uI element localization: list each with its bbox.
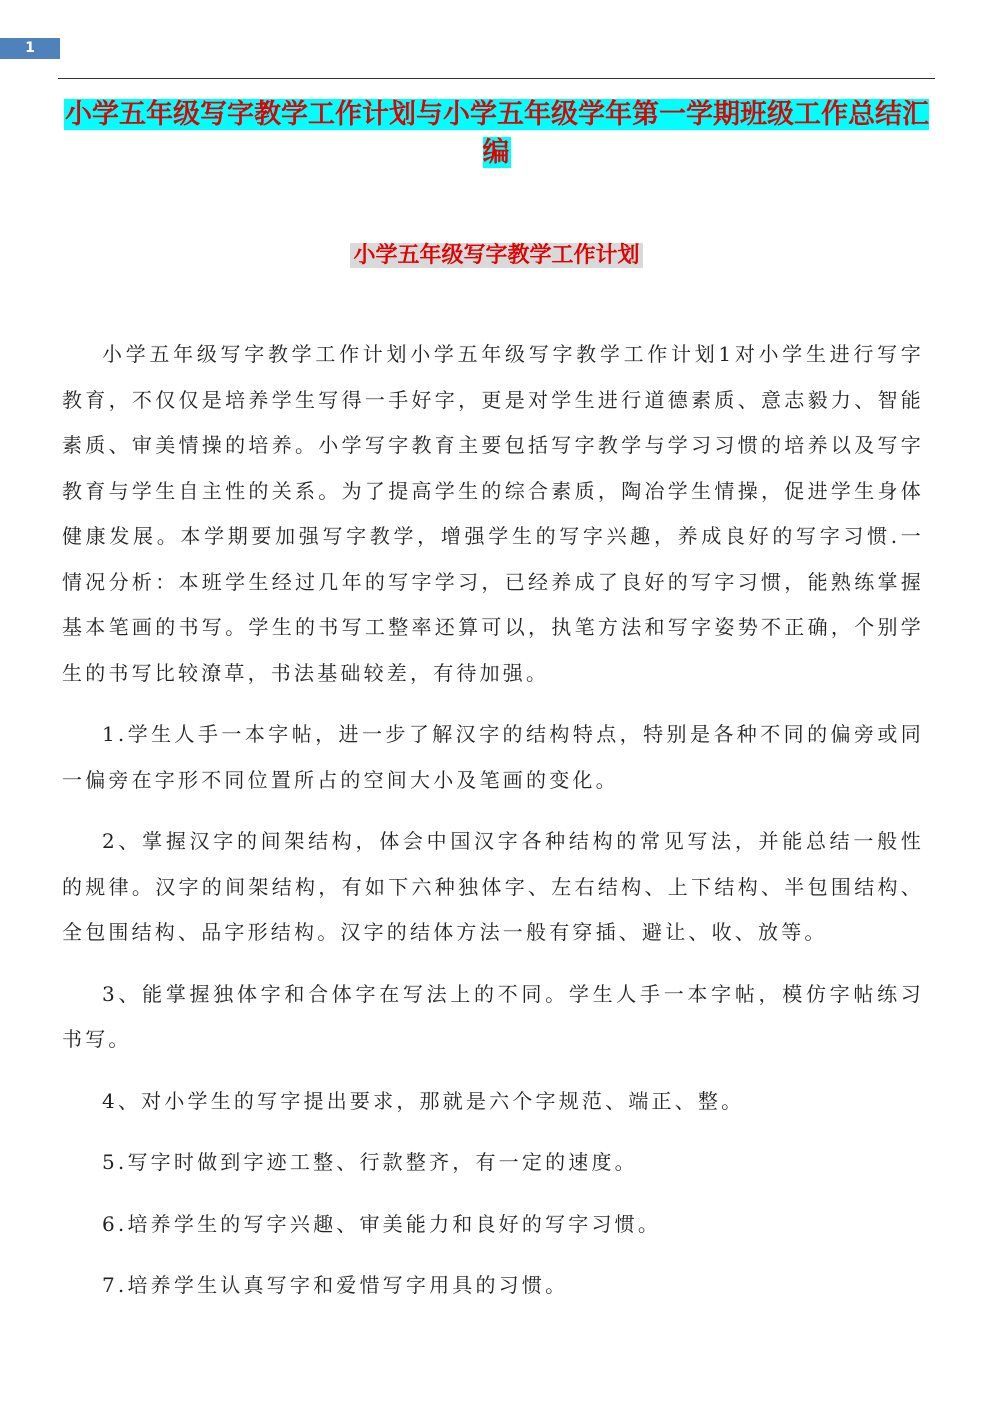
paragraph-intro: 小学五年级写字教学工作计划小学五年级写字教学工作计划1对小学生进行写字教育，不仅仅是培养学生写得一手好字，更是对学生进行道德素质、意志毅力、智能素质、审美情操的培养。小学写字教育主要包括写字教学与学习习惯的培养以及写字教育与学生自主性的关系。为了提高学生的综合素质，陶冶学生情操，促进学生身体健康发展。本学期要加强写字教学，增强学生的写字兴趣，养成良好的写字习惯.一情况分析：本班学生经过几年的写字学习，已经养成了良好的写字习惯，能熟练掌握基本笔画的书写。学生的书写工整率还算可以，执笔方法和写字姿势不正确，个别学生的书写比较潦草，书法基础较差，有待加强。 xyxy=(62,342,924,685)
paragraph-item-4: 4、对小学生的写字提出要求，那就是六个字规范、端正、整。 xyxy=(102,1088,745,1113)
paragraph-item-1: 1.学生人手一本字帖，进一步了解汉字的结构特点，特别是各种不同的偏旁或同一偏旁在字形不同位置所占的空间大小及笔画的变化。 xyxy=(62,722,924,792)
paragraph-item-6: 6.培养学生的写字兴趣、审美能力和良好的写字习惯。 xyxy=(102,1211,662,1236)
page-number-badge: 1 xyxy=(0,38,60,59)
paragraph-item-2: 2、掌握汉字的间架结构，体会中国汉字各种结构的常见写法，并能总结一般性的规律。汉字的间架结构，有如下六种独体字、左右结构、上下结构、半包围结构、全包围结构、品字形结构。汉字的结体方法一般有穿插、避让、收、放等。 xyxy=(62,829,924,944)
section-title-text: 小学五年级写字教学工作计划 xyxy=(350,243,642,268)
header-divider xyxy=(58,78,935,79)
section-title xyxy=(0,239,993,273)
paragraph-item-7: 7.培养学生认真写字和爱惜写字用具的习惯。 xyxy=(102,1273,569,1297)
document-body xyxy=(62,332,924,1309)
paragraph-item-5: 5.写字时做到字迹工整、行款整齐，有一定的速度。 xyxy=(102,1150,638,1174)
document-title xyxy=(62,96,931,172)
paragraph-item-3: 3、能掌握独体字和合体字在写法上的不同。学生人手一本字帖，模仿字帖练习书写。 xyxy=(62,981,924,1051)
document-title-text: 小学五年级写字教学工作计划与小学五年级学年第一学期班级工作总结汇编 xyxy=(65,99,929,168)
